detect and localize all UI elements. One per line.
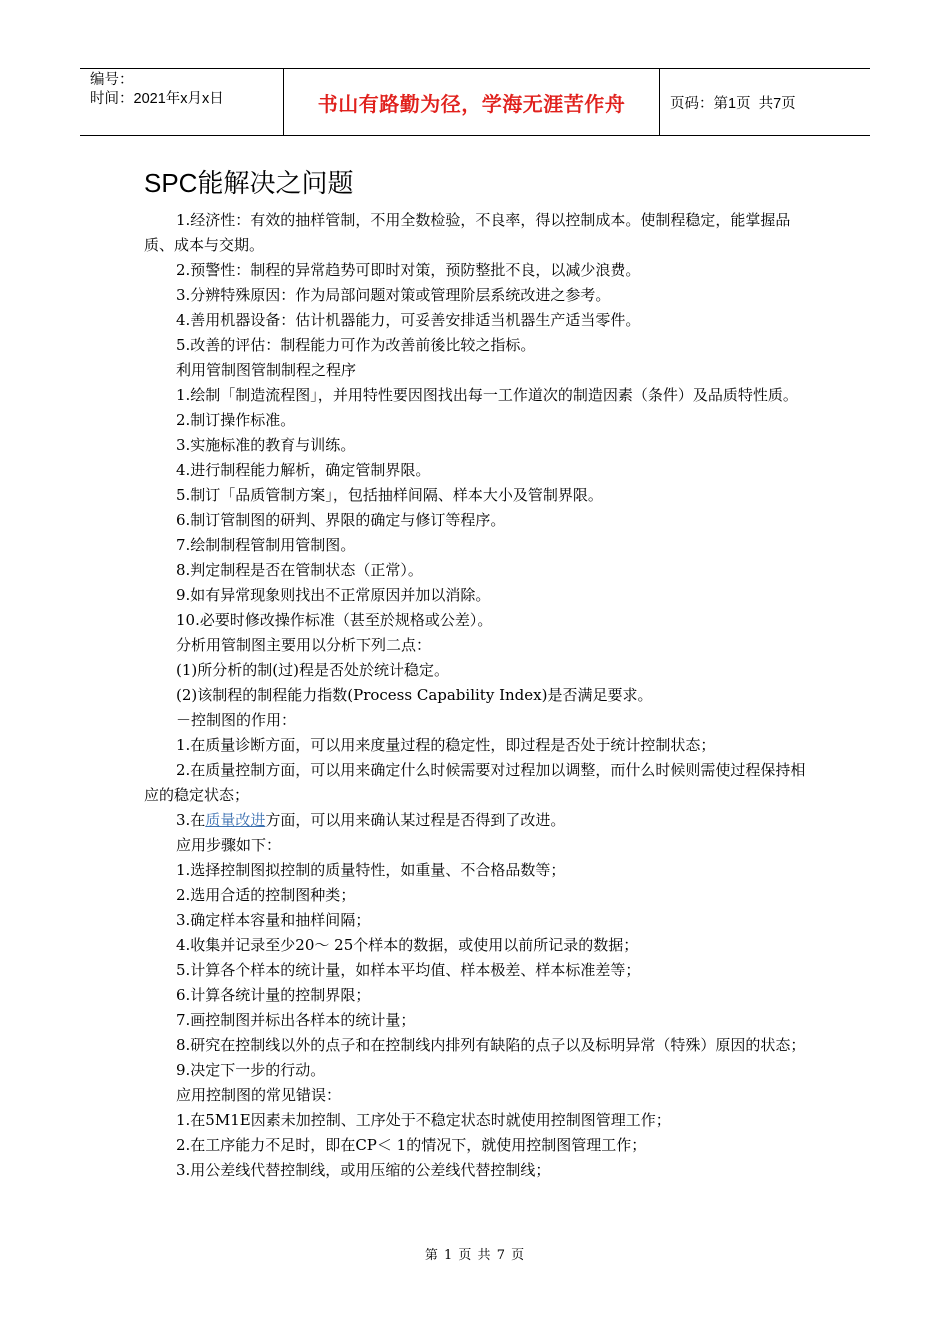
- document-body: [144, 208, 812, 1183]
- paragraph: 1.经济性：有效的抽样管制，不用全数检验，不良率，得以控制成本。使制程稳定，能掌握品质、成本与交期。: [144, 211, 791, 254]
- section-heading: 应用控制图的常见错误：: [176, 1086, 342, 1104]
- header-table: [80, 68, 870, 136]
- header-page-cell: [660, 69, 870, 135]
- paragraph: [144, 808, 812, 833]
- header-motto-cell: [283, 69, 660, 135]
- paragraph: 3.确定样本容量和抽样间隔；: [176, 911, 371, 929]
- section-heading: 分析用管制图主要用以分析下列二点：: [176, 636, 432, 654]
- paragraph: 4.收集并记录至少20～ 25个样本的数据，或使用以前所记录的数据；: [176, 936, 639, 954]
- paragraph: 9.如有异常现象则找出不正常原因并加以消除。: [176, 586, 491, 604]
- quality-improvement-link[interactable]: 质量改进: [205, 811, 266, 829]
- page-info: 页码：第1页 共7页: [670, 95, 796, 112]
- paragraph: 5.改善的评估：制程能力可作为改善前後比较之指标。: [176, 336, 536, 354]
- section-heading: －控制图的作用：: [176, 711, 297, 729]
- section-heading: 应用步骤如下：: [176, 836, 282, 854]
- paragraph: 1.在5M1E因素未加控制、工序处于不稳定状态时就使用控制图管理工作；: [176, 1111, 671, 1129]
- paragraph: 5.制订「品质管制方案」，包括抽样间隔、样本大小及管制界限。: [176, 486, 603, 504]
- section-heading: 利用管制图管制制程之程序: [176, 361, 357, 379]
- paragraph: 3.用公差线代替控制线，或用压缩的公差线代替控制线；: [176, 1161, 551, 1179]
- paragraph: 4.进行制程能力解析，确定管制界限。: [176, 461, 431, 479]
- page-footer: 第 1 页 共 7 页: [424, 1248, 526, 1263]
- paragraph: 6.计算各统计量的控制界限；: [176, 986, 371, 1004]
- paragraph: 1.选择控制图拟控制的质量特性，如重量、不合格品数等；: [176, 861, 566, 879]
- motto: 书山有路勤为径，学海无涯苦作舟: [317, 91, 626, 116]
- paragraph: 8.研究在控制线以外的点子和在控制线内排列有缺陷的点子以及标明异常（特殊）原因的状态；: [176, 1036, 806, 1054]
- paragraph: 3.分辨特殊原因：作为局部问题对策或管理阶层系统改进之参考。: [176, 286, 611, 304]
- header-meta: [80, 69, 283, 135]
- paragraph: 1.在质量诊断方面，可以用来度量过程的稳定性，即过程是否处于统计控制状态；: [176, 736, 716, 754]
- number-label: 编号：: [90, 72, 134, 88]
- paragraph: 2.选用合适的控制图种类；: [176, 886, 356, 904]
- paragraph: 7.绘制制程管制用管制图。: [176, 536, 356, 554]
- paragraph: 9.决定下一步的行动。: [176, 1061, 326, 1079]
- paragraph: 8.判定制程是否在管制状态（正常）。: [176, 561, 423, 579]
- paragraph: 2.预警性：制程的异常趋势可即时对策，预防整批不良，以减少浪费。: [176, 261, 641, 279]
- paragraph: 2.在质量控制方面，可以用来确定什么时候需要对过程加以调整，而什么时候则需使过程保持相应的稳定状态；: [144, 761, 806, 804]
- paragraph: 10.必要时修改操作标准（甚至於规格或公差）。: [176, 611, 493, 629]
- paragraph: 7.画控制图并标出各样本的统计量；: [176, 1011, 416, 1029]
- paragraph: 1.绘制「制造流程图」，并用特性要因图找出每一工作道次的制造因素（条件）及品质特性质。: [176, 386, 798, 404]
- paragraph: 2.制订操作标准。: [176, 411, 296, 429]
- paragraph: 3.实施标准的教育与训练。: [176, 436, 356, 454]
- link-paragraph-after: 方面，可以用来确认某过程是否得到了改进。: [265, 811, 566, 829]
- page-title: SPC能解决之问题: [144, 168, 354, 198]
- paragraph: (1)所分析的制(过)程是否处於统计稳定。: [176, 661, 449, 679]
- paragraph: 5.计算各个样本的统计量，如样本平均值、样本极差、样本标准差等；: [176, 961, 641, 979]
- paragraph: (2)该制程的制程能力指数(Process Capability Index)是否满足要求。: [176, 686, 653, 704]
- paragraph: 4.善用机器设备：估计机器能力，可妥善安排适当机器生产适当零件。: [176, 311, 641, 329]
- paragraph: 2.在工序能力不足时，即在CP＜ 1的情况下，就使用控制图管理工作；: [176, 1136, 647, 1154]
- paragraph: 6.制订管制图的研判、界限的确定与修订等程序。: [176, 511, 506, 529]
- time-label: 时间：2021年x月x日: [90, 91, 224, 107]
- link-paragraph-before: 3.在: [176, 811, 206, 829]
